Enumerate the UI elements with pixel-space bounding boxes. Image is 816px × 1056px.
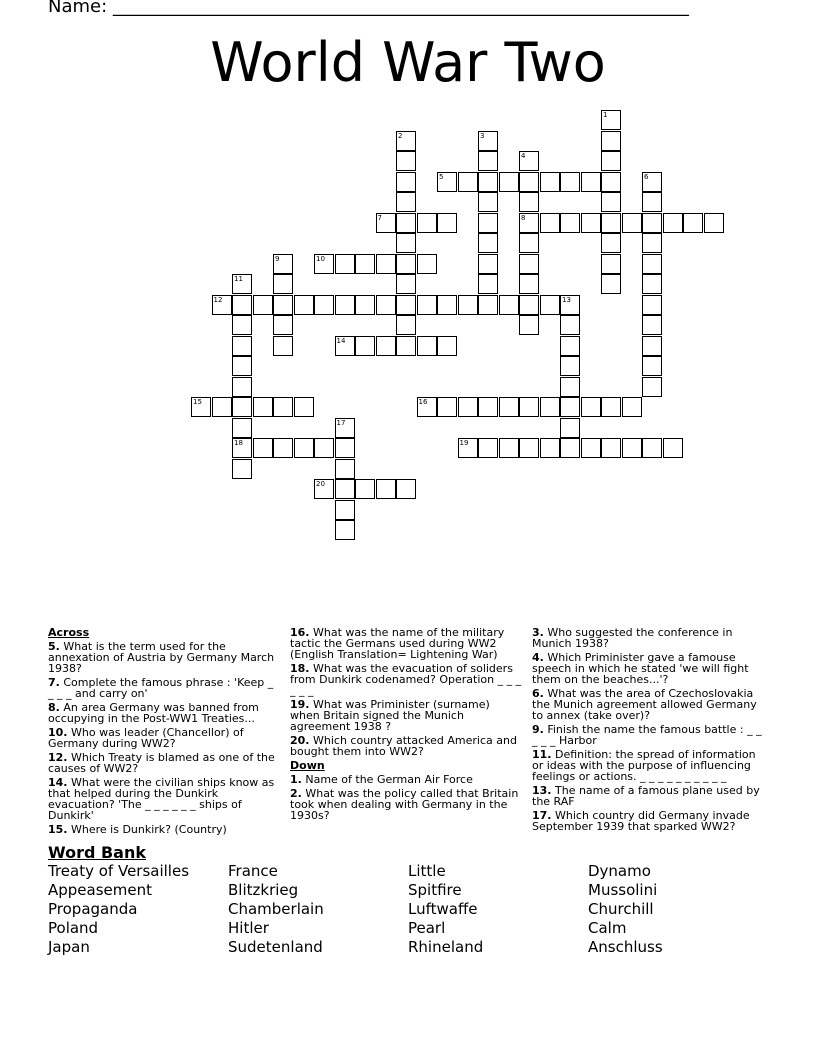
crossword-cell[interactable] [335,438,355,458]
clue-number: 12 [213,295,223,304]
word-bank-word: Poland [48,919,99,937]
clue-across-19: 19. What was Priminister (surname) when Britain signed the Munich agreement 1938 ? [290,698,490,733]
word-bank-word: France [228,862,278,880]
crossword-cell[interactable] [519,315,539,335]
crossword-cell[interactable] [191,397,211,417]
crossword-cell[interactable] [314,295,334,315]
clue-down-1: 1. Name of the German Air Force [290,773,473,786]
clue-number: 3 [480,131,485,140]
crossword-cell[interactable] [519,233,539,253]
clue-across-8: 8. An area Germany was banned from occupying in the Post-WW1 Treaties... [48,701,259,725]
crossword-cell[interactable] [560,172,580,192]
crossword-cell[interactable] [519,151,539,171]
page-title: World War Two [210,31,606,94]
clue-down-13: 13. The name of a famous plane used by the RAF [532,784,760,808]
clue-down-4: 4. Which Priminister gave a famouse speech in which he stated 'we will fight them on the beaches...'? [532,651,749,686]
word-bank-word: Treaty of Versailles [48,862,190,880]
crossword-cell[interactable] [232,356,252,376]
crossword-cell[interactable] [560,356,580,376]
crossword-cell[interactable] [601,254,621,274]
crossword-cell[interactable] [519,438,539,458]
crossword-cell[interactable] [417,336,437,356]
crossword-cell[interactable] [335,254,355,274]
clue-across-5: 5. What is the term used for the annexation of Austria by Germany March 1938? [48,640,275,675]
word-bank-word: Dynamo [588,862,651,880]
crossword-cell[interactable] [314,254,334,274]
crossword-cell[interactable] [540,438,560,458]
crossword-cell[interactable] [601,151,621,171]
word-bank-title: Word Bank [48,843,147,862]
crossword-cell[interactable] [212,295,232,315]
clue-down-9: 9. Finish the name the famous battle : _ _ _ _ _ Harbor [532,723,762,747]
crossword-cell[interactable] [335,418,355,438]
crossword-cell[interactable] [232,459,252,479]
crossword-cell[interactable] [519,397,539,417]
crossword-cell[interactable] [519,192,539,212]
clue-across-18: 18. What was the evacuation of soliders from Dunkirk codenamed? Operation _ _ _ _ _ _ [290,662,522,697]
clue-number: 4 [521,152,526,160]
crossword-cell[interactable] [560,418,580,438]
clue-down-2: 2. What was the policy called that Britain took when dealing with Germany in the 1930s? [290,787,519,822]
crossword-cell[interactable] [335,295,355,315]
crossword-cell[interactable] [499,438,519,458]
crossword-cell[interactable] [601,233,621,253]
crossword-cell[interactable] [560,213,580,233]
crossword-cell[interactable] [396,274,416,294]
crossword-cell[interactable] [642,438,662,458]
crossword-cell[interactable] [519,274,539,294]
clue-number: 11 [234,275,243,283]
crossword-cell[interactable] [601,131,621,151]
crossword-cell[interactable] [376,295,396,315]
crossword-cell[interactable] [478,295,498,315]
word-bank-word: Appeasement [48,881,152,899]
crossword-cell[interactable] [273,274,293,294]
crossword-cell[interactable] [560,438,580,458]
clue-across-14: 14. What were the civilian ships know as that helped during the Dunkirk evacuation? 'The _ _ _ _ _ _ ships of Dunkirk' [48,776,275,822]
crossword-cell[interactable] [376,254,396,274]
clue-across-7: 7. Complete the famous phrase : 'Keep _ _ _ _ and carry on' [48,676,274,700]
crossword-cell[interactable] [642,336,662,356]
crossword-cell[interactable] [437,397,457,417]
clue-number: 8 [521,213,526,222]
clue-across-10: 10. Who was leader (Chancellor) of Germany during WW2? [48,726,244,750]
crossword-cell[interactable] [335,520,355,540]
word-bank-word: Sudetenland [228,938,323,956]
clue-down-6: 6. What was the area of Czechoslovakia the Munich agreement allowed Germany to annex (take over)? [532,687,757,722]
word-bank-word: Churchill [588,900,654,918]
crossword-cell[interactable] [478,192,498,212]
crossword-cell[interactable] [478,254,498,274]
crossword-cell[interactable] [704,213,724,233]
crossword-cell[interactable] [581,397,601,417]
crossword-cell[interactable] [396,151,416,171]
crossword-cell[interactable] [622,213,642,233]
word-bank-word: Anschluss [588,938,663,956]
crossword-cell[interactable] [642,192,662,212]
crossword-cell[interactable] [437,336,457,356]
crossword-cell[interactable] [232,274,252,294]
crossword-cell[interactable] [601,213,621,233]
crossword-cell[interactable] [417,254,437,274]
word-bank-word: Japan [48,938,90,956]
crossword-cell[interactable] [355,336,375,356]
clue-number: 16 [418,398,428,406]
crossword-cell[interactable] [519,172,539,192]
crossword-cell[interactable] [376,213,396,233]
crossword-cell[interactable] [396,172,416,192]
crossword-cell[interactable] [294,438,314,458]
word-bank-word: Rhineland [408,938,484,956]
crossword-cell[interactable] [642,172,662,192]
crossword-cell[interactable] [232,336,252,356]
clue-across-20: 20. Which country attacked America and bought them into WW2? [290,734,517,758]
clues-column-2 [290,627,522,824]
crossword-cell[interactable] [540,213,560,233]
crossword-cell[interactable] [642,213,662,233]
crossword-cell[interactable] [232,418,252,438]
clue-number: 1 [603,111,608,119]
clue-number: 14 [336,336,346,345]
word-bank-word: Mussolini [588,881,658,899]
crossword-cell[interactable] [540,397,560,417]
crossword-cell[interactable] [683,213,703,233]
crossword-cell[interactable] [458,295,478,315]
crossword-cell[interactable] [232,438,252,458]
crossword-cell[interactable] [540,172,560,192]
crossword-cell[interactable] [396,192,416,212]
crossword-cell[interactable] [581,172,601,192]
crossword-cell[interactable] [294,295,314,315]
crossword-cell[interactable] [232,315,252,335]
crossword-cell[interactable] [294,397,314,417]
clue-across-16: 16. What was the name of the military tactic the Germans used during WW2 (English Translation= Lightening War) [290,626,505,661]
crossword-cell[interactable] [478,151,498,171]
word-bank-word: Chamberlain [228,900,324,918]
crossword-cell[interactable] [335,500,355,520]
crossword-cell[interactable] [581,438,601,458]
clue-number: 10 [316,254,325,263]
clue-number: 17 [336,418,346,427]
crossword-cell[interactable] [376,336,396,356]
crossword-cell[interactable] [212,397,232,417]
crossword-cell[interactable] [396,336,416,356]
crossword-cell[interactable] [417,295,437,315]
crossword-cell[interactable] [642,274,662,294]
crossword-cell[interactable] [601,192,621,212]
crossword-cell[interactable] [437,295,457,315]
crossword-cell[interactable] [499,397,519,417]
crossword-cell[interactable] [437,213,457,233]
crossword-cell[interactable] [560,336,580,356]
crossword-cell[interactable] [601,397,621,417]
crossword-cell[interactable] [253,295,273,315]
crossword-cell[interactable] [560,315,580,335]
crossword-cell[interactable] [663,213,683,233]
word-bank-word: Luftwaffe [408,900,478,918]
crossword-cell[interactable] [355,254,375,274]
clue-number: 9 [275,254,280,263]
crossword-cell[interactable] [458,172,478,192]
crossword-cell[interactable] [601,172,621,192]
crossword-cell[interactable] [396,295,416,315]
crossword-cell[interactable] [232,377,252,397]
crossword-cell[interactable] [560,397,580,417]
crossword-cell[interactable] [335,479,355,499]
crossword-cell[interactable] [253,397,273,417]
crossword-cell[interactable] [519,213,539,233]
word-bank-word: Hitler [228,919,269,937]
clue-number: 20 [316,480,325,488]
crossword-cell[interactable] [519,254,539,274]
crossword-cell[interactable] [376,479,396,499]
clue-number: 13 [562,295,571,304]
word-bank-word: Spitfire [408,881,462,899]
across-heading: Across [48,626,90,639]
crossword-cell[interactable] [478,131,498,151]
crossword-cell[interactable] [396,213,416,233]
word-bank-word: Calm [588,919,627,937]
crossword-cell[interactable] [396,315,416,335]
crossword-cell[interactable] [273,438,293,458]
crossword-cell[interactable] [396,479,416,499]
crossword-cell[interactable] [478,438,498,458]
crossword-cell[interactable] [417,213,437,233]
crossword-cell[interactable] [417,397,437,417]
down-heading: Down [290,759,325,772]
crossword-cell[interactable] [642,233,662,253]
crossword-cell[interactable] [560,377,580,397]
crossword-cell[interactable] [396,233,416,253]
crossword-cell[interactable] [437,172,457,192]
crossword-cell[interactable] [335,336,355,356]
crossword-cell[interactable] [273,397,293,417]
crossword-cell[interactable] [478,213,498,233]
crossword-cell[interactable] [622,397,642,417]
crossword-cell[interactable] [355,479,375,499]
word-bank-word: Blitzkrieg [228,881,299,899]
word-bank-word: Pearl [408,919,446,937]
word-bank-word: Little [408,862,446,880]
crossword-cell[interactable] [335,459,355,479]
word-bank-word: Propaganda [48,900,138,918]
crossword-cell[interactable] [581,213,601,233]
crossword-cell[interactable] [499,172,519,192]
crossword-cell[interactable] [273,315,293,335]
clue-number: 15 [193,398,202,406]
crossword-cell[interactable] [396,254,416,274]
clues-column-3 [532,627,764,835]
crossword-cell[interactable] [314,438,334,458]
clue-across-12: 12. Which Treaty is blamed as one of the causes of WW2? [48,751,275,775]
crossword-cell[interactable] [540,295,560,315]
crossword-cell[interactable] [642,295,662,315]
crossword-cell[interactable] [519,295,539,315]
crossword-cell[interactable] [478,397,498,417]
crossword-cell[interactable] [253,438,273,458]
crossword-cell[interactable] [499,295,519,315]
crossword-cell[interactable] [642,254,662,274]
clue-number: 6 [644,172,649,181]
clue-number: 7 [377,213,382,222]
clue-number: 18 [234,439,243,447]
crossword-cell[interactable] [458,438,478,458]
clue-down-11: 11. Definition: the spread of information or ideas with the purpose of influencing feelings or actions. _ _ _ _ _ _ _ _ _ _ [532,748,756,783]
crossword-cell[interactable] [560,295,580,315]
crossword-cell[interactable] [478,274,498,294]
crossword-cell[interactable] [663,438,683,458]
crossword-cell[interactable] [458,397,478,417]
crossword-cell[interactable] [273,295,293,315]
crossword-cell[interactable] [232,295,252,315]
clues-column-1 [48,627,280,838]
clue-down-3: 3. Who suggested the conference in Munich 1938? [532,626,733,650]
clue-down-17: 17. Which country did Germany invade September 1939 that sparked WW2? [532,809,750,833]
name-field-line[interactable]: Name: ________________________________________________________________ [48,0,689,17]
crossword-cell[interactable] [273,336,293,356]
clue-number: 19 [459,439,469,447]
crossword-cell[interactable] [355,295,375,315]
crossword-cell[interactable] [396,131,416,151]
clue-across-15: 15. Where is Dunkirk? (Country) [48,823,227,836]
crossword-cell[interactable] [478,233,498,253]
crossword-cell[interactable] [642,377,662,397]
crossword-cell[interactable] [314,479,334,499]
crossword-cell[interactable] [601,438,621,458]
crossword-cell[interactable] [622,438,642,458]
crossword-cell[interactable] [601,110,621,130]
crossword-cell[interactable] [478,172,498,192]
crossword-cell[interactable] [232,397,252,417]
crossword-cell[interactable] [601,274,621,294]
crossword-cell[interactable] [642,356,662,376]
clue-number: 2 [398,131,403,140]
crossword-cell[interactable] [273,254,293,274]
crossword-cell[interactable] [642,315,662,335]
clue-number: 5 [439,172,444,181]
